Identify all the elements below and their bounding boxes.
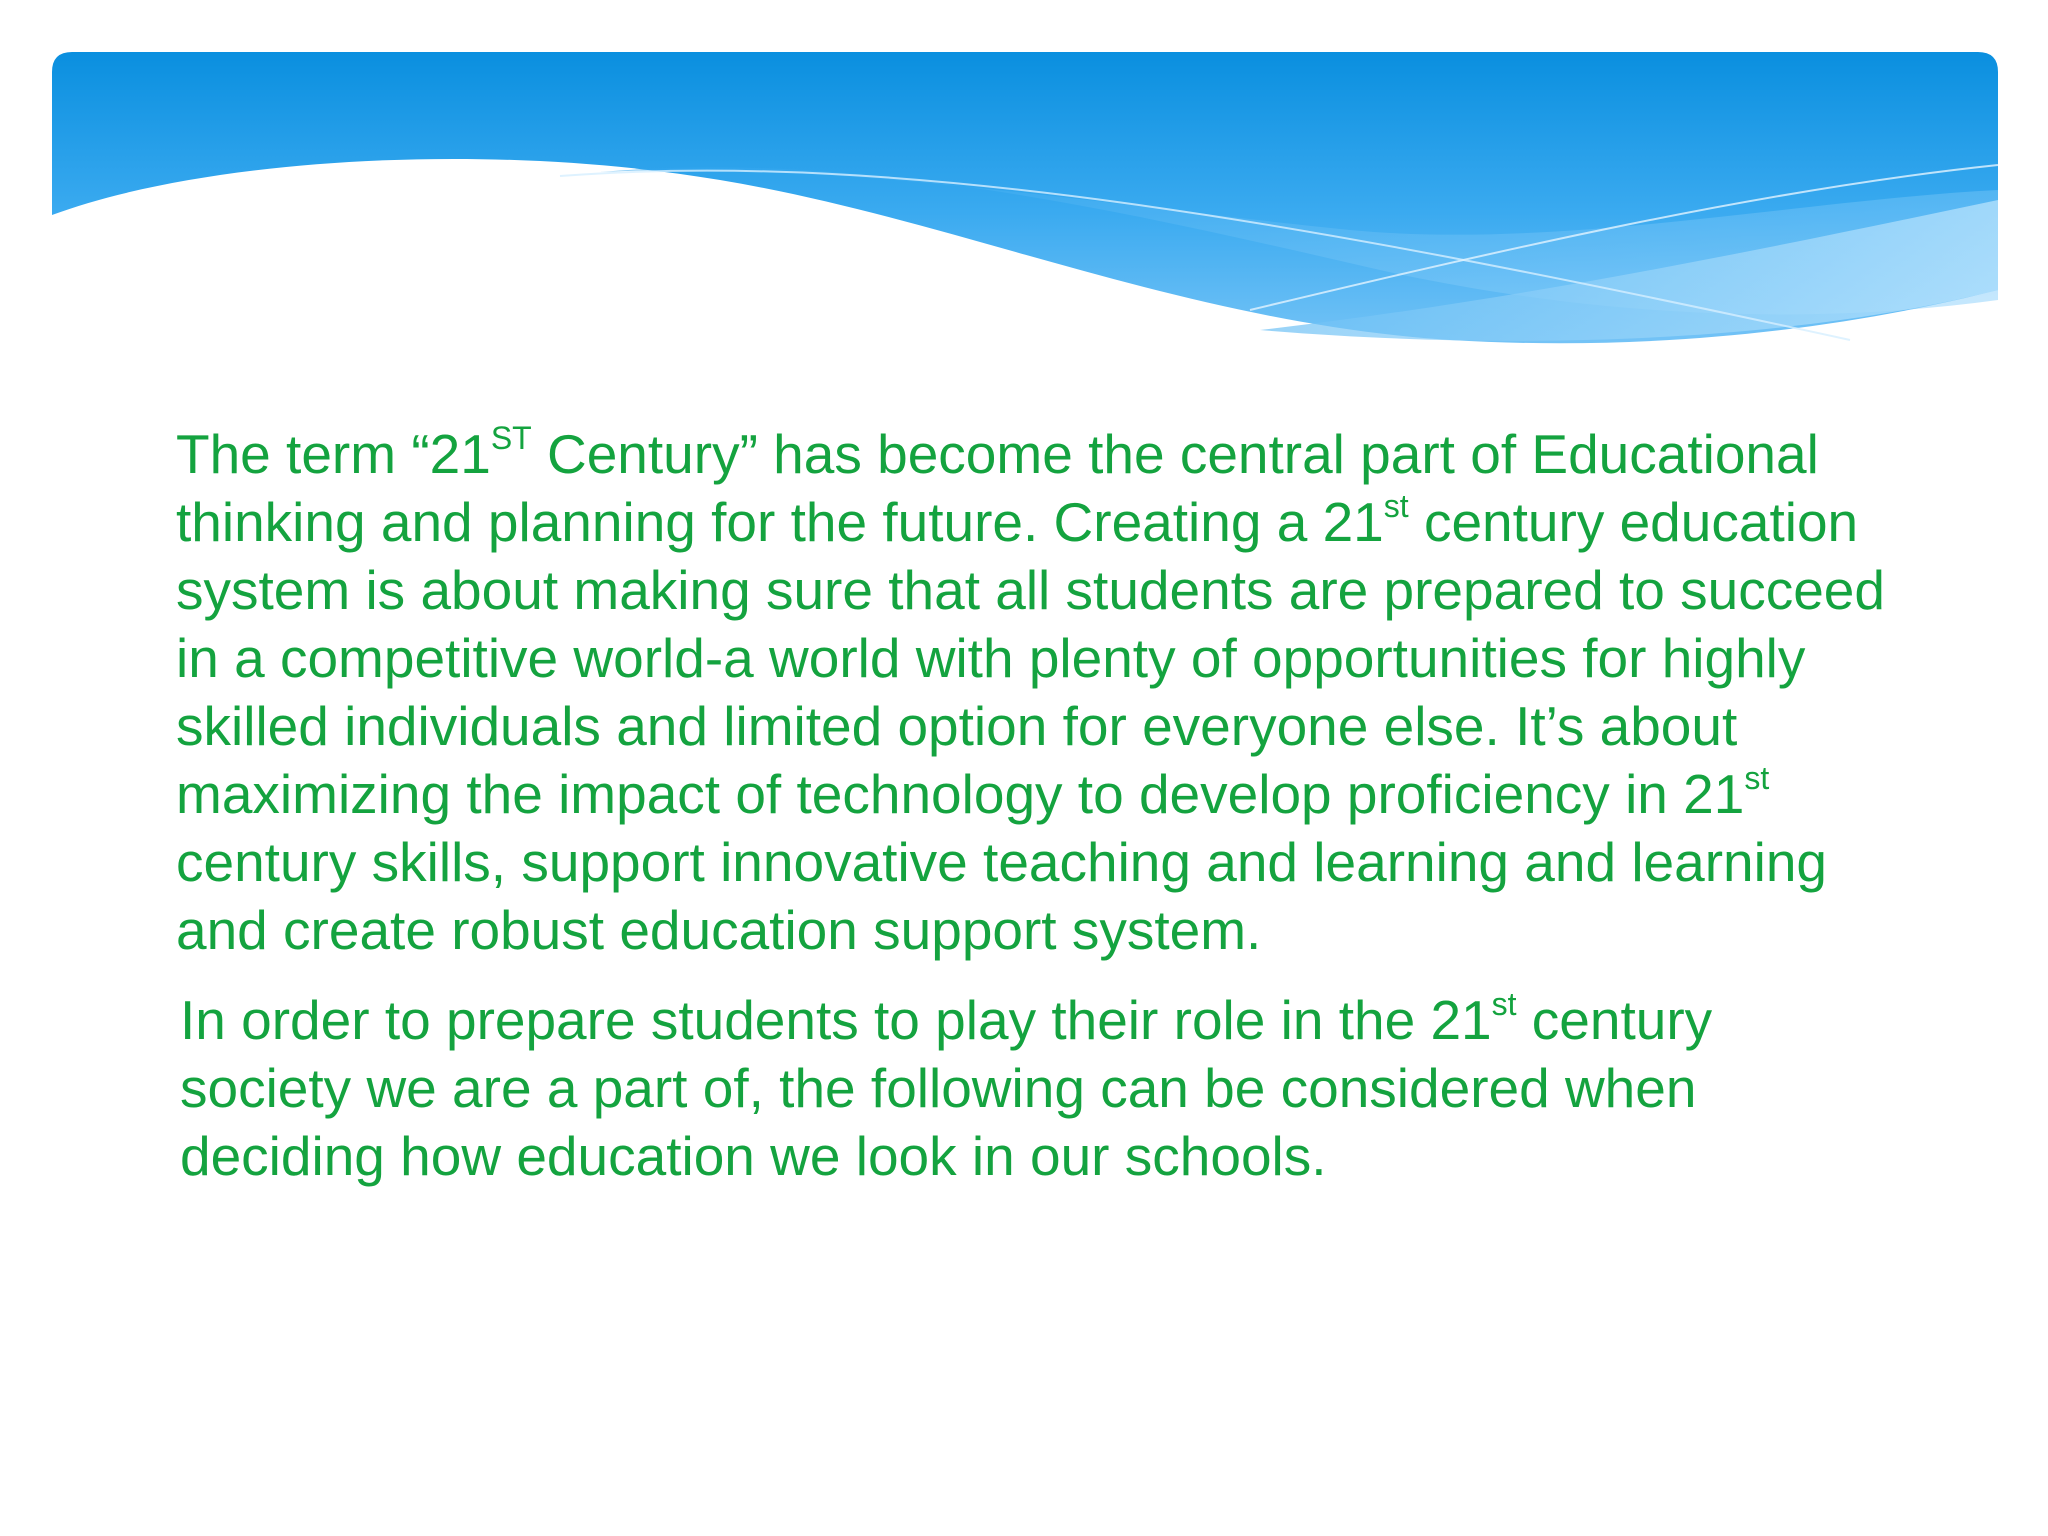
text-line: and create robust education support system. bbox=[176, 899, 1262, 961]
text-line: in a competitive world-a world with plenty of opportunities for highly bbox=[176, 627, 1806, 689]
text-line: deciding how education we look in our schools. bbox=[180, 1125, 1327, 1187]
paragraph-intro bbox=[176, 420, 1976, 964]
superscript: st bbox=[1491, 986, 1517, 1022]
header-wave-banner bbox=[0, 0, 2048, 380]
text-line: skilled individuals and limited option for everyone else. It’s about bbox=[176, 695, 1738, 757]
text-line: century skills, support innovative teaching and learning and learning bbox=[176, 831, 1828, 893]
text-line: maximizing the impact of technology to develop proficiency in 21st bbox=[176, 760, 1770, 825]
slide-body bbox=[176, 420, 1976, 1190]
superscript: st bbox=[1383, 488, 1409, 524]
text-line: The term “21ST Century” has become the central part of Educational bbox=[176, 420, 1819, 485]
text-line: thinking and planning for the future. Creating a 21st century education bbox=[176, 488, 1859, 553]
text-line: system is about making sure that all students are prepared to succeed bbox=[176, 559, 1885, 621]
text-line: society we are a part of, the following can be considered when bbox=[180, 1057, 1697, 1119]
superscript: ST bbox=[490, 420, 532, 456]
paragraph-considerations bbox=[180, 986, 1976, 1190]
text-line: In order to prepare students to play their role in the 21st century bbox=[180, 986, 1713, 1051]
superscript: st bbox=[1744, 760, 1770, 796]
